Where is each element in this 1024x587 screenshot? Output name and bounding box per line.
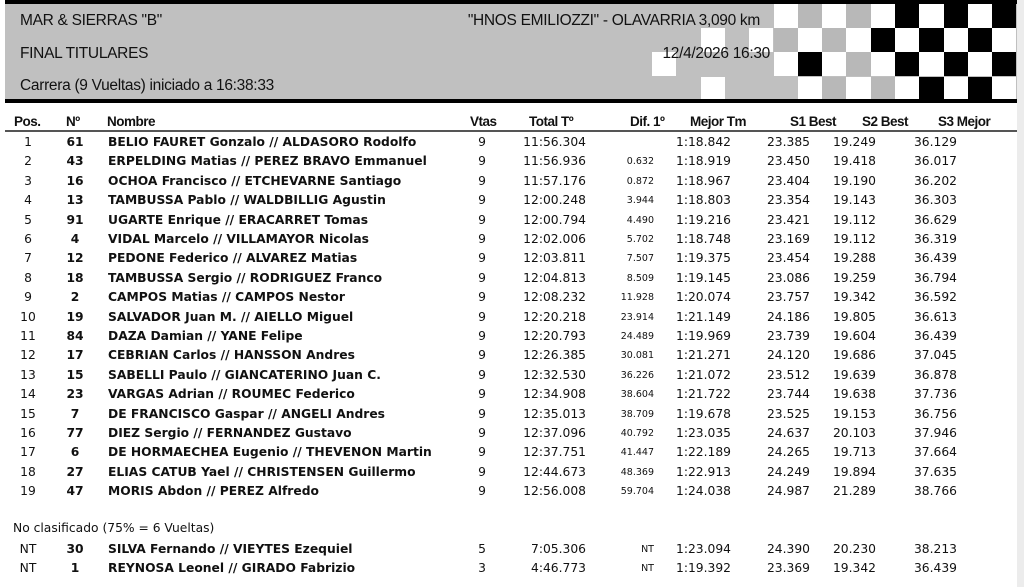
cell-laps: 9	[478, 329, 486, 343]
cell-laps: 9	[478, 193, 486, 208]
cell-diff: 4.490	[626, 214, 654, 226]
cell-name: VARGAS Adrian // ROUMEC Federico	[108, 387, 355, 402]
cell-pos: 19	[20, 484, 36, 499]
flag-square	[846, 4, 870, 28]
cell-diff: 48.369	[620, 466, 654, 478]
cell-laps: 5	[478, 542, 486, 556]
cell-best: 1:22.913	[676, 464, 731, 479]
cell-s3: 36.202	[913, 173, 957, 188]
cell-best: 1:22.189	[676, 445, 731, 460]
cell-s1: 24.120	[766, 348, 810, 363]
cell-s2: 19.342	[832, 561, 876, 576]
flag-square	[798, 28, 822, 52]
cell-diff: 0.632	[626, 156, 654, 168]
cell-total: 7:05.306	[531, 542, 586, 556]
cell-num: 19	[66, 309, 84, 324]
table-row	[0, 426, 1017, 445]
cell-s1: 23.404	[766, 173, 810, 188]
cell-s2: 19.112	[832, 232, 876, 246]
cell-pos: 13	[20, 367, 36, 382]
cell-best: 1:18.748	[676, 232, 731, 246]
cell-s3: 36.794	[913, 270, 957, 285]
cell-best: 1:19.678	[676, 406, 731, 421]
cell-pos: 10	[20, 309, 36, 324]
circuit-name: "HNOS EMILIOZZI" - OLAVARRIA 3,090 km	[467, 12, 760, 29]
cell-best: 1:18.919	[676, 154, 731, 169]
cell-s3: 36.319	[913, 232, 957, 246]
cell-num: 12	[66, 251, 84, 266]
cell-total: 12:20.218	[523, 309, 586, 324]
cell-s1: 23.744	[766, 387, 810, 402]
cell-s2: 19.342	[832, 290, 876, 305]
cell-s3: 36.592	[913, 290, 957, 305]
cell-diff: 40.792	[620, 428, 654, 439]
cell-s2: 19.249	[832, 135, 876, 149]
cell-s1: 24.390	[766, 542, 810, 556]
race-info: Carrera (9 Vueltas) iniciado a 16:38:33	[20, 77, 274, 94]
cell-name: PEDONE Federico // ALVAREZ Matias	[108, 251, 358, 266]
cell-laps: 9	[478, 212, 486, 227]
cell-diff: 30.081	[620, 350, 654, 362]
flag-square	[992, 52, 1016, 76]
cell-s3: 37.946	[913, 426, 957, 440]
cell-s3: 38.766	[913, 484, 957, 499]
cell-pos: 8	[24, 270, 32, 285]
cell-pos: 16	[20, 426, 36, 440]
cell-diff: 59.704	[620, 486, 654, 498]
cell-laps: 9	[478, 270, 486, 285]
flag-square	[895, 28, 919, 52]
cell-laps: 9	[478, 387, 486, 402]
cell-num: 84	[66, 329, 84, 343]
flag-square	[895, 52, 919, 76]
cell-pos: NT	[19, 542, 37, 556]
cell-s1: 23.757	[766, 290, 810, 305]
cell-name: SILVA Fernando // VIEYTES Ezequiel	[108, 542, 353, 556]
cell-total: 12:32.530	[523, 367, 586, 382]
cell-pos: 9	[24, 290, 32, 305]
cell-name: ERPELDING Matias // PEREZ BRAVO Emmanuel	[108, 154, 427, 169]
table-row	[0, 213, 1017, 232]
flag-square	[774, 28, 798, 52]
cell-diff: 8.509	[626, 272, 654, 284]
cell-num: 47	[66, 484, 84, 499]
cell-name: SALVADOR Juan M. // AIELLO Miguel	[108, 309, 354, 324]
flag-square	[895, 77, 919, 101]
flag-square	[774, 4, 798, 28]
flag-square	[919, 77, 943, 101]
cell-laps: 9	[478, 348, 486, 363]
cell-s1: 23.169	[766, 232, 810, 246]
cell-best: 1:21.149	[676, 309, 731, 324]
cell-name: OCHOA Francisco // ETCHEVARNE Santiago	[108, 173, 402, 188]
cell-s1: 23.421	[766, 212, 810, 227]
cell-diff: 24.489	[620, 331, 654, 342]
cell-total: 12:35.013	[523, 406, 586, 421]
cell-laps: 3	[478, 561, 486, 576]
table-row	[0, 445, 1017, 464]
cell-s3: 37.635	[913, 464, 957, 479]
cell-s2: 19.288	[832, 251, 876, 266]
cell-num: 13	[66, 193, 84, 208]
cell-name: VIDAL Marcelo // VILLAMAYOR Nicolas	[108, 232, 369, 246]
cell-laps: 9	[478, 426, 486, 440]
cell-diff: 41.447	[620, 447, 654, 459]
cell-pos: 15	[20, 406, 36, 421]
cell-s2: 19.805	[832, 309, 876, 324]
col-best: Mejor Tm	[690, 114, 747, 129]
cell-s2: 19.112	[832, 212, 876, 227]
table-row	[0, 232, 1017, 251]
flag-square	[919, 28, 943, 52]
cell-diff: NT	[641, 544, 654, 555]
cell-total: 11:56.936	[523, 154, 586, 169]
cell-best: 1:21.722	[676, 387, 731, 402]
cell-laps: 9	[478, 290, 486, 305]
cell-name: TAMBUSSA Sergio // RODRIGUEZ Franco	[108, 270, 383, 285]
cell-s1: 24.637	[766, 426, 810, 440]
flag-square	[822, 52, 846, 76]
col-s2: S2 Best	[862, 114, 909, 129]
cell-best: 1:18.842	[676, 135, 731, 149]
flag-square	[895, 4, 919, 28]
cell-s2: 19.638	[832, 387, 876, 402]
cell-diff: NT	[641, 563, 654, 575]
cell-s3: 37.664	[913, 445, 957, 460]
flag-square	[871, 28, 895, 52]
header-divider	[5, 130, 1017, 132]
cell-s1: 24.265	[766, 445, 810, 460]
cell-s2: 20.230	[832, 542, 876, 556]
cell-best: 1:24.038	[676, 484, 731, 499]
cell-total: 12:20.793	[523, 329, 586, 343]
cell-num: 6	[70, 445, 80, 460]
cell-s1: 23.512	[766, 367, 810, 382]
session-title: FINAL TITULARES	[20, 45, 149, 62]
flag-square	[701, 77, 725, 101]
cell-name: DIEZ Sergio // FERNANDEZ Gustavo	[108, 426, 352, 440]
cell-s2: 19.418	[832, 154, 876, 169]
cell-pos: 2	[24, 154, 32, 169]
cell-num: 30	[66, 542, 84, 556]
cell-s2: 21.289	[832, 484, 876, 499]
cell-best: 1:19.145	[676, 270, 731, 285]
cell-s3: 37.736	[913, 387, 957, 402]
table-row	[0, 561, 1017, 580]
col-diff: Dif. 1º	[630, 114, 665, 129]
flag-square	[968, 77, 992, 101]
cell-s2: 19.686	[832, 348, 876, 363]
flag-square	[968, 4, 992, 28]
table-row	[0, 135, 1017, 154]
flag-square	[798, 52, 822, 76]
cell-pos: 18	[20, 464, 36, 479]
cell-pos: 14	[20, 387, 36, 402]
cell-diff: 36.226	[620, 369, 654, 381]
cell-num: 17	[66, 348, 84, 363]
cell-s1: 23.086	[766, 270, 810, 285]
col-total: Total Tº	[529, 114, 574, 129]
cell-total: 12:08.232	[523, 290, 586, 305]
cell-s3: 36.303	[913, 193, 957, 208]
cell-diff: 5.702	[626, 234, 654, 245]
category-title: MAR & SIERRAS "B"	[20, 12, 162, 29]
cell-laps: 9	[478, 309, 486, 324]
cell-s3: 36.629	[913, 212, 957, 227]
cell-num: 7	[70, 406, 80, 421]
cell-total: 12:00.248	[523, 193, 586, 208]
cell-total: 12:44.673	[523, 464, 586, 479]
cell-pos: 11	[20, 329, 36, 343]
cell-best: 1:20.074	[676, 290, 731, 305]
table-row	[0, 310, 1017, 329]
cell-laps: 9	[478, 232, 486, 246]
flag-square	[798, 77, 822, 101]
cell-s1: 23.739	[766, 329, 810, 343]
cell-s2: 19.713	[832, 445, 876, 460]
cell-pos: 7	[24, 251, 32, 266]
cell-laps: 9	[478, 445, 486, 460]
flag-square	[822, 77, 846, 101]
cell-diff: 7.507	[626, 253, 654, 265]
cell-s2: 19.639	[832, 367, 876, 382]
cell-best: 1:23.035	[676, 426, 731, 440]
cell-best: 1:19.375	[676, 251, 731, 266]
cell-laps: 9	[478, 135, 486, 149]
cell-total: 4:46.773	[531, 561, 586, 576]
flag-square	[871, 77, 895, 101]
col-laps: Vtas	[470, 114, 497, 129]
cell-diff: 11.928	[620, 292, 654, 304]
cell-laps: 9	[478, 251, 486, 266]
cell-s1: 23.525	[766, 406, 810, 421]
flag-square	[992, 77, 1016, 101]
cell-s1: 24.987	[766, 484, 810, 499]
cell-s3: 36.439	[913, 329, 957, 343]
cell-name: DE FRANCISCO Gaspar // ANGELI Andres	[108, 406, 385, 421]
cell-s2: 19.153	[832, 406, 876, 421]
cell-best: 1:18.967	[676, 173, 731, 188]
table-row	[0, 542, 1017, 561]
flag-square	[944, 52, 968, 76]
cell-s3: 36.439	[913, 251, 957, 266]
cell-total: 12:34.908	[523, 387, 586, 402]
table-row	[0, 484, 1017, 503]
cell-s2: 19.143	[832, 193, 876, 208]
cell-num: 27	[66, 464, 84, 479]
cell-s1: 23.369	[766, 561, 810, 576]
table-row	[0, 193, 1017, 212]
flag-square	[822, 28, 846, 52]
cell-diff: 3.944	[626, 195, 654, 207]
table-row	[0, 251, 1017, 270]
table-row	[0, 387, 1017, 406]
right-edge	[1017, 0, 1024, 587]
cell-s1: 23.454	[766, 251, 810, 266]
cell-s2: 19.604	[832, 329, 876, 343]
cell-diff: 38.709	[620, 408, 654, 420]
cell-total: 12:37.096	[523, 426, 586, 440]
flag-square	[919, 4, 943, 28]
cell-pos: 4	[24, 193, 32, 208]
flag-square	[774, 52, 798, 76]
table-row	[0, 368, 1017, 387]
flag-square	[871, 4, 895, 28]
col-name: Nombre	[107, 114, 156, 129]
flag-square	[798, 4, 822, 28]
cell-total: 11:56.304	[523, 135, 586, 149]
flag-square	[846, 28, 870, 52]
col-pos: Pos.	[14, 114, 41, 129]
header-banner	[5, 0, 1017, 103]
cell-name: CAMPOS Matias // CAMPOS Nestor	[108, 290, 345, 305]
cell-laps: 9	[478, 464, 486, 479]
table-row	[0, 465, 1017, 484]
cell-s1: 23.354	[766, 193, 810, 208]
cell-name: MORIS Abdon // PEREZ Alfredo	[108, 484, 319, 499]
flag-square	[846, 77, 870, 101]
cell-s3: 36.439	[913, 561, 957, 576]
col-s1: S1 Best	[790, 114, 837, 129]
cell-s1: 23.450	[766, 154, 810, 169]
cell-best: 1:23.094	[676, 542, 731, 556]
cell-laps: 9	[478, 154, 486, 169]
cell-s3: 36.017	[913, 154, 957, 169]
cell-s2: 19.190	[832, 173, 876, 188]
cell-s1: 24.186	[766, 309, 810, 324]
cell-s1: 24.249	[766, 464, 810, 479]
cell-pos: 3	[24, 173, 32, 188]
cell-name: SABELLI Paulo // GIANCATERINO Juan C.	[108, 367, 381, 382]
table-row	[0, 407, 1017, 426]
flag-square	[846, 52, 870, 76]
table-row	[0, 290, 1017, 309]
cell-s2: 19.894	[832, 464, 876, 479]
cell-best: 1:19.392	[676, 561, 731, 576]
cell-name: BELIO FAURET Gonzalo // ALDASORO Rodolfo	[108, 135, 417, 149]
cell-num: 18	[66, 270, 84, 285]
cell-best: 1:21.271	[676, 348, 731, 363]
not-classified-label: No clasificado (75% = 6 Vueltas)	[13, 521, 215, 535]
cell-pos: 1	[24, 135, 32, 149]
flag-square	[968, 28, 992, 52]
cell-name: REYNOSA Leonel // GIRADO Fabrizio	[108, 561, 356, 576]
cell-num: 2	[70, 290, 80, 305]
cell-best: 1:18.803	[676, 193, 731, 208]
cell-total: 12:04.813	[523, 270, 586, 285]
cell-total: 12:56.008	[523, 484, 586, 499]
flag-square	[944, 4, 968, 28]
cell-pos: 17	[20, 445, 36, 460]
cell-diff: 38.604	[620, 389, 654, 401]
cell-s3: 36.756	[913, 406, 957, 421]
cell-laps: 9	[478, 406, 486, 421]
session-datetime: 12/4/2026 16:30	[662, 45, 770, 62]
cell-num: 61	[66, 135, 84, 149]
cell-name: CEBRIAN Carlos // HANSSON Andres	[108, 348, 355, 363]
cell-laps: 9	[478, 173, 486, 188]
cell-laps: 9	[478, 484, 486, 499]
table-row	[0, 174, 1017, 193]
flag-square	[944, 28, 968, 52]
table-row	[0, 348, 1017, 367]
cell-num: 91	[66, 212, 84, 227]
cell-name: TAMBUSSA Pablo // WALDBILLIG Agustin	[108, 193, 386, 208]
cell-total: 12:26.385	[523, 348, 586, 363]
cell-num: 43	[66, 154, 84, 169]
cell-total: 12:03.811	[523, 251, 586, 266]
cell-s3: 36.878	[913, 367, 957, 382]
flag-square	[919, 52, 943, 76]
cell-s2: 20.103	[832, 426, 876, 440]
flag-square	[968, 52, 992, 76]
cell-diff: 23.914	[620, 311, 654, 323]
cell-best: 1:19.216	[676, 212, 731, 227]
cell-pos: 6	[24, 232, 32, 246]
cell-s2: 19.259	[832, 270, 876, 285]
flag-square	[871, 52, 895, 76]
flag-square	[944, 77, 968, 101]
cell-laps: 9	[478, 367, 486, 382]
cell-total: 12:37.751	[523, 445, 586, 460]
flag-square	[992, 28, 1016, 52]
cell-pos: 5	[24, 212, 32, 227]
col-num: Nº	[66, 114, 80, 129]
cell-num: 77	[66, 426, 84, 440]
cell-name: ELIAS CATUB Yael // CHRISTENSEN Guillermo	[108, 464, 416, 479]
cell-num: 23	[66, 387, 84, 402]
cell-num: 16	[66, 173, 84, 188]
cell-num: 1	[70, 561, 80, 576]
table-row	[0, 329, 1017, 348]
flag-square	[992, 4, 1016, 28]
cell-total: 12:00.794	[523, 212, 586, 227]
table-row	[0, 271, 1017, 290]
cell-s3: 36.613	[913, 309, 957, 324]
cell-total: 12:02.006	[523, 232, 586, 246]
cell-best: 1:21.072	[676, 367, 731, 382]
cell-s1: 23.385	[766, 135, 810, 149]
cell-pos: 12	[20, 348, 36, 363]
cell-diff: 0.872	[626, 175, 654, 187]
cell-num: 15	[66, 367, 84, 382]
cell-s3: 36.129	[913, 135, 957, 149]
cell-name: UGARTE Enrique // ERACARRET Tomas	[108, 212, 369, 227]
flag-square	[822, 4, 846, 28]
table-row	[0, 154, 1017, 173]
cell-total: 11:57.176	[523, 173, 586, 188]
cell-pos: NT	[19, 561, 37, 576]
cell-name: DE HORMAECHEA Eugenio // THEVENON Martin	[108, 445, 432, 460]
col-s3: S3 Mejor	[938, 114, 991, 129]
cell-best: 1:19.969	[676, 329, 731, 343]
cell-s3: 37.045	[913, 348, 957, 363]
cell-name: DAZA Damian // YANE Felipe	[108, 329, 303, 343]
cell-num: 4	[70, 232, 80, 246]
cell-s3: 38.213	[913, 542, 957, 556]
